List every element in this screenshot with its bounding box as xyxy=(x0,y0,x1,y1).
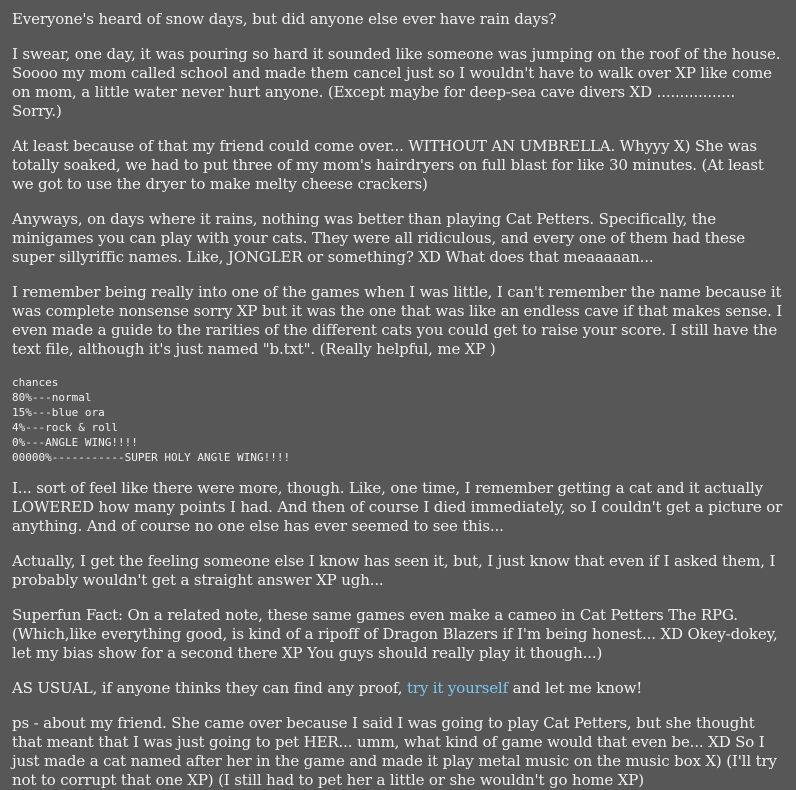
try-it-yourself-link[interactable]: try it yourself xyxy=(406,679,508,697)
rarity-guide-code xyxy=(12,375,784,465)
ps-paragraph: ps - about my friend. She came over because I said I was going to play Cat Petters, but she thought that meant that I was just going to pet HER... umm, what kind of game would that even be... XD So I just made a cat named after her in the game and made it play metal music on the music box X) (I'll try not to corrupt that one XP) (I still had to pet her a little or she wouldn't go home XP) xyxy=(12,714,782,789)
code-line: chances xyxy=(12,376,59,389)
code-line: 15%---blue ora xyxy=(12,406,105,419)
rain-day-paragraph: I swear, one day, it was pouring so hard it sounded like someone was jumping on the roof of the house. Soooo my mom called school and made them cancel just so I wouldn't have to walk over XP like come on mom, a little water never hurt anyone. (Except maybe for deep-sea cave divers XD ................. Sorry.) xyxy=(12,45,786,120)
intro-paragraph: Everyone's heard of snow days, but did anyone else ever have rain days? xyxy=(12,10,557,28)
as-usual-paragraph xyxy=(12,679,784,698)
code-line: 00000%-----------SUPER HOLY ANGlE WING!!!! xyxy=(12,451,291,464)
superfun-fact-paragraph: Superfun Fact: On a related note, these same games even make a cameo in Cat Petters The RPG. (Which,like everything good, is kind of a ripoff of Dragon Blazers if I'm being honest... XD Okey-dokey, let my bias show for a second there XP You guys should really play it though...) xyxy=(12,606,783,662)
as-usual-text-before: AS USUAL, if anyone thinks they can find any proof, xyxy=(12,679,407,697)
lowered-points-paragraph: I... sort of feel like there were more, though. Like, one time, I remember getting a cat and it actually LOWERED how many points I had. And then of course I died immediately, so I couldn't get a picture or anything. And of course no one else has ever seemed to see this... xyxy=(12,479,787,535)
code-line: 80%---normal xyxy=(12,391,92,404)
code-line: 0%---ANGLE WING!!!! xyxy=(12,436,138,449)
cat-petters-paragraph: Anyways, on days where it rains, nothing was better than playing Cat Petters. Specifically, the minigames you can play with your cats. They were all ridiculous, and every one of them had these super sillyriffic names. Like, JONGLER or something? XD What does that meaaaaan... xyxy=(12,210,750,266)
cave-game-paragraph: I remember being really into one of the games when I was little, I can't remember the name because it was complete nonsense sorry XP but it was the one that was like an endless cave if that makes sense. I even made a guide to the rarities of the different cats you could get to raise your score. I still have the text file, although it's just named "b.txt". (Really helpful, me XP ) xyxy=(12,283,787,358)
as-usual-text-after: and let me know! xyxy=(507,679,643,697)
friend-paragraph: At least because of that my friend could come over... WITHOUT AN UMBRELLA. Whyyy X) She was totally soaked, we had to put three of my mom's hairdryers on full blast for like 30 minutes. (At least we got to use the dryer to make melty cheese crackers) xyxy=(12,137,769,193)
someone-else-paragraph: Actually, I get the feeling someone else I know has seen it, but, I just know that even if I asked them, I probably wouldn't get a straight answer XP ugh... xyxy=(12,552,780,589)
code-line: 4%---rock & roll xyxy=(12,421,118,434)
